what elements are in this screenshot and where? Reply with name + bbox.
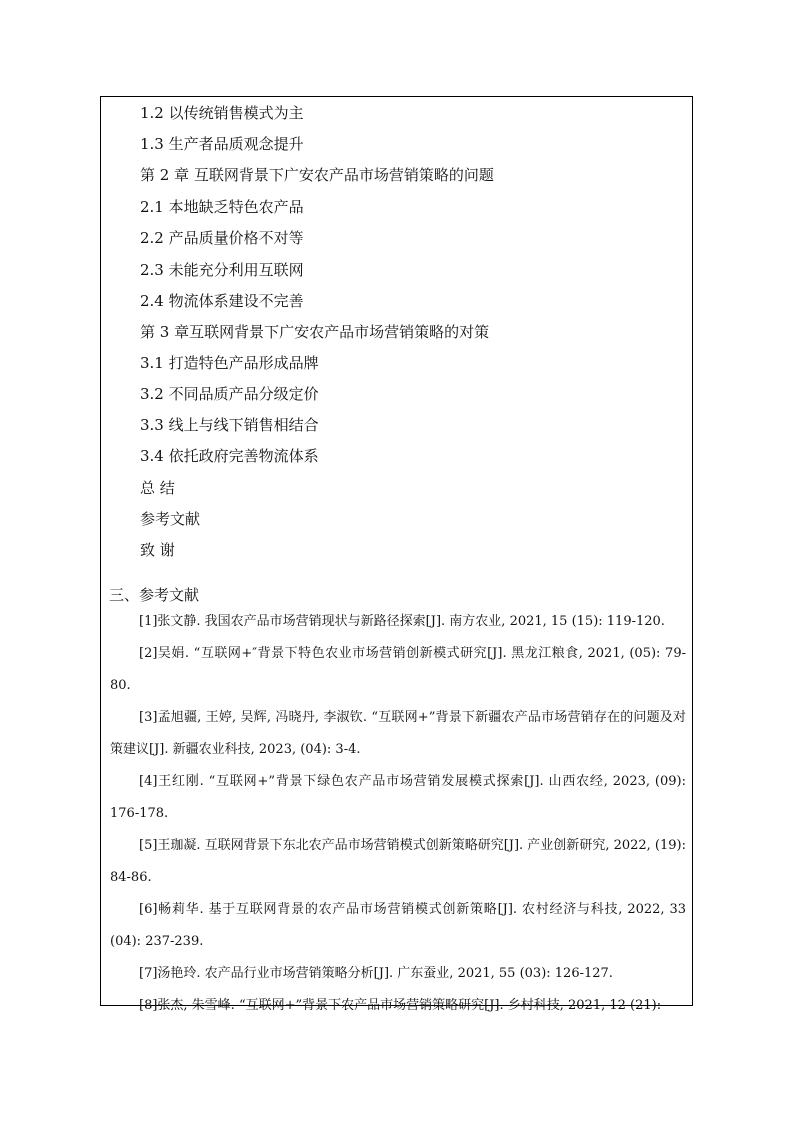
toc-item: 1.2 以传统销售模式为主 [140,104,304,122]
reference-item: [6]畅莉华. 基于互联网背景的农产品市场营销模式创新策略[J]. 农村经济与科技, 2022, 33 (04): 237-239. [110,902,686,949]
references-heading: 三、参考文献 [109,586,200,604]
toc-item: 3.1 打造特色产品形成品牌 [140,354,319,372]
toc-item: 2.1 本地缺乏特色农产品 [140,198,304,216]
toc-item: 2.3 未能充分利用互联网 [140,261,304,279]
toc-summary: 总 结 [140,479,175,497]
document-frame [100,96,693,1013]
reference-item: [5]王珈凝. 互联网背景下东北农产品市场营销模式创新策略研究[J]. 产业创新研究, 2022, (19): 84-86. [110,838,686,885]
toc-item: 3.4 依托政府完善物流体系 [140,447,319,465]
toc-item: 3.3 线上与线下销售相结合 [140,416,319,434]
reference-item: [2]吴娟. “互联网+″背景下特色农业市场营销创新模式研究[J]. 黑龙江粮食, 2021, (05): 79-80. [110,646,686,693]
toc-references: 参考文献 [140,510,201,528]
toc-item: 1.3 生产者品质观念提升 [140,135,304,153]
references-list [110,606,686,1022]
toc-acknowledgements: 致 谢 [140,541,175,559]
reference-item: [8]张杰, 朱雪峰. “互联网+”背景下农产品市场营销策略研究[J]. 乡村科技, 2021, 12 (21): [139,998,662,1013]
toc-item: 2.2 产品质量价格不对等 [140,229,304,247]
toc-chapter-2: 第 2 章 互联网背景下广安农产品市场营销策略的问题 [140,166,494,184]
reference-item: [7]汤艳玲. 农产品行业市场营销策略分析[J]. 广东蚕业, 2021, 55 (03): 126-127. [139,966,613,981]
reference-item: [1]张文静. 我国农产品市场营销现状与新路径探索[J]. 南方农业, 2021, 15 (15): 119-120. [139,614,665,629]
reference-item: [3]孟旭疆, 王婷, 吴辉, 冯晓丹, 李淑钦. “互联网+”背景下新疆农产品市场营销存在的问题及对策建议[J]. 新疆农业科技, 2023, (04): 3-4. [110,710,686,757]
toc-item: 2.4 物流体系建设不完善 [140,292,304,310]
toc-chapter-3: 第 3 章互联网背景下广安农产品市场营销策略的对策 [140,323,490,341]
toc-item: 3.2 不同品质产品分级定价 [140,385,319,403]
reference-item: [4]王红刚. “互联网+”背景下绿色农产品市场营销发展模式探索[J]. 山西农经, 2023, (09): 176-178. [110,774,686,821]
